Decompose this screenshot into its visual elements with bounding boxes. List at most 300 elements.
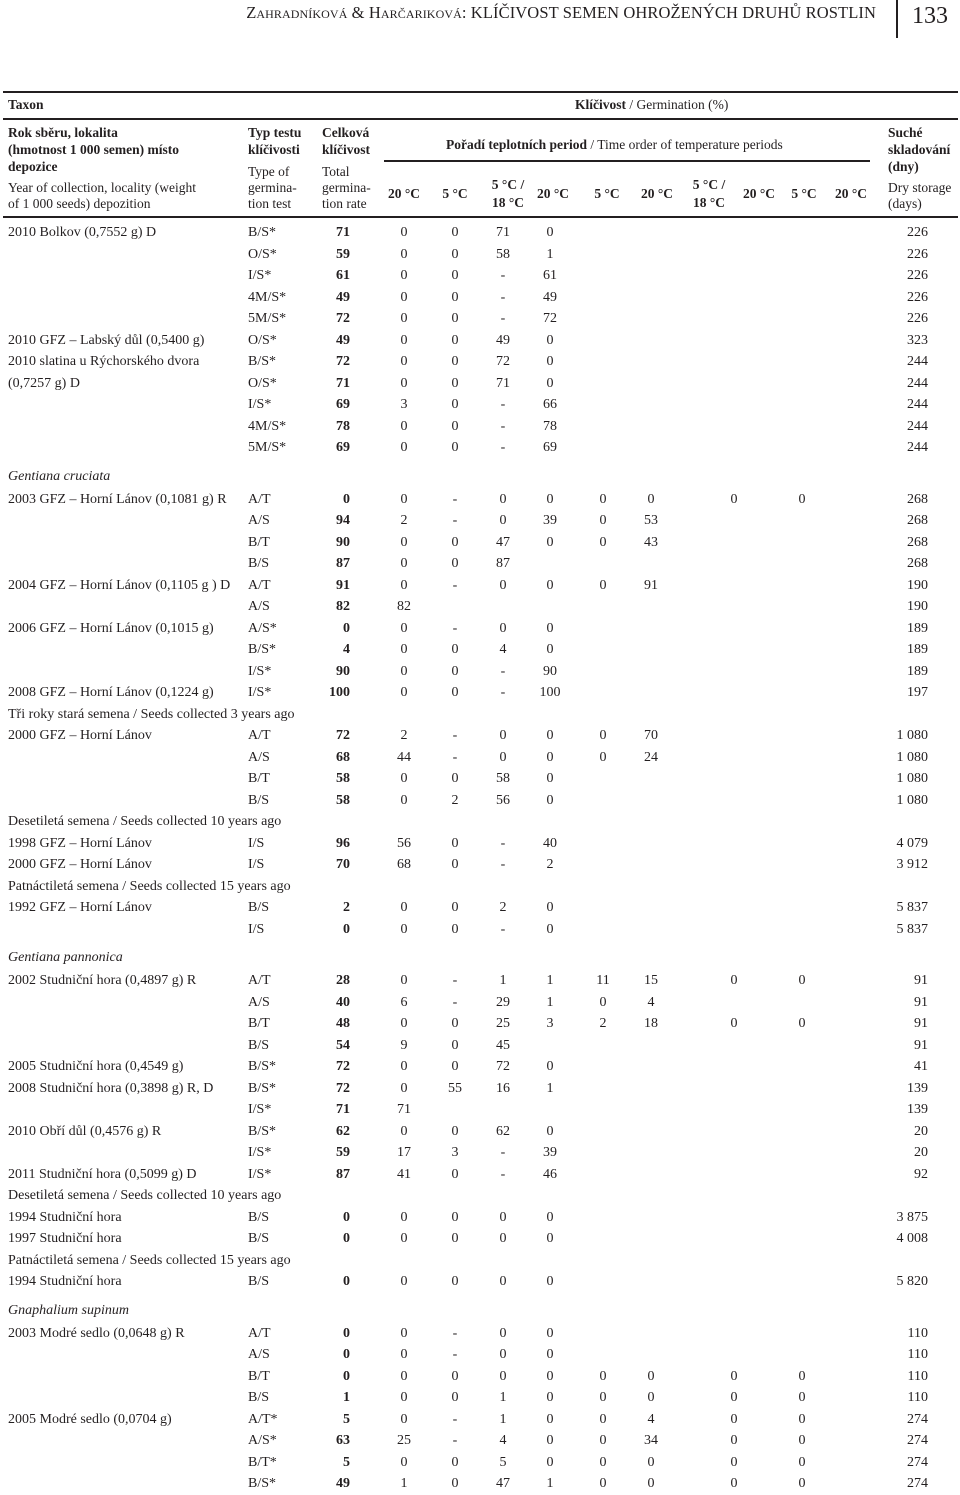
- temperature-period-cell: 15: [644, 973, 658, 988]
- temperature-period-cell: 2: [400, 728, 408, 743]
- temperature-period-cell: 0: [451, 1274, 459, 1289]
- dry-storage-cell: 268: [907, 513, 928, 528]
- temperature-period-cell: -: [452, 994, 458, 1010]
- test-type-cell: 4M/S*: [248, 289, 287, 305]
- test-type-cell: B/T: [248, 771, 270, 786]
- table-row: [0, 992, 960, 1014]
- temperature-period-cell: 0: [451, 375, 459, 391]
- temperature-period-cell: 0: [499, 728, 507, 743]
- dry-storage-cell: 226: [907, 311, 928, 326]
- dry-en-2: (days): [888, 196, 922, 211]
- locality-en-2: of 1 000 seeds) depozition: [8, 196, 151, 211]
- total-germination-cell: 0: [343, 1231, 350, 1246]
- locality-cell: 1997 Studniční hora: [8, 1231, 122, 1246]
- temperature-period-cell: 0: [730, 1476, 738, 1491]
- dry-storage-cell: 5 837: [896, 921, 928, 937]
- dry-storage-cell: 274: [907, 1454, 928, 1470]
- temperature-period-cell: 0: [499, 1231, 507, 1246]
- article-title: KLÍČIVOST SEMEN OHROŽENÝCH DRUHŮ ROSTLIN: [470, 3, 876, 22]
- total-germination-cell: 94: [336, 513, 350, 528]
- temperature-period-cell: 0: [730, 1016, 738, 1031]
- temperature-period-cell: 0: [546, 1059, 554, 1074]
- temperature-period-cell: -: [500, 418, 506, 434]
- temperature-period-cell: -: [452, 749, 458, 765]
- temperature-period-cell: 2: [499, 900, 507, 915]
- temperature-period-cell: 0: [599, 1454, 607, 1470]
- table-row: [0, 489, 960, 511]
- dry-storage-cell: 226: [907, 246, 928, 262]
- temperature-period-cell: 11: [596, 973, 610, 988]
- temperature-period-cell: 0: [400, 556, 408, 571]
- test-type-cell: B/S*: [248, 1059, 277, 1074]
- dry-storage-cell: 190: [907, 577, 928, 593]
- running-head: [0, 0, 960, 48]
- temperature-period-cell: 0: [546, 792, 554, 808]
- total-germination-cell: 69: [336, 440, 350, 455]
- dry-storage-cell: 244: [907, 440, 928, 455]
- total-germination-cell: 100: [329, 685, 350, 700]
- table-row: [0, 618, 960, 640]
- table-row: [0, 532, 960, 554]
- dry-storage-cell: 110: [907, 1347, 928, 1362]
- temp-col-3a: 5 °C /: [491, 177, 525, 192]
- temperature-period-cell: 0: [451, 900, 459, 915]
- header-bottom-rule: [3, 216, 958, 218]
- locality-cell: 2003 GFZ – Horní Lánov (0,1081 g) R: [8, 491, 227, 507]
- total-germination-cell: 58: [336, 792, 350, 808]
- temperature-period-cell: 87: [496, 556, 510, 571]
- temperature-period-cell: 0: [730, 973, 738, 988]
- temperature-period-cell: 0: [400, 771, 408, 786]
- temperature-period-cell: 0: [730, 1411, 738, 1427]
- temperature-period-cell: -: [452, 1433, 458, 1448]
- taxon-section-row: [0, 940, 960, 970]
- temperature-period-cell: 4: [647, 1411, 655, 1427]
- temperature-period-cell: 0: [499, 1325, 507, 1341]
- age-note-row: [0, 876, 960, 898]
- temperature-period-cell: 0: [400, 311, 408, 326]
- temperature-period-cell: 0: [400, 246, 408, 262]
- temperature-period-cell: 55: [448, 1080, 462, 1096]
- temperature-period-cell: 0: [546, 1123, 554, 1139]
- age-note-row: [0, 1185, 960, 1207]
- test-type-cell: A/T: [248, 491, 271, 507]
- table-row: [0, 416, 960, 438]
- test-type-cell: A/S: [248, 513, 270, 528]
- test-type-cell: I/S: [248, 835, 265, 851]
- temperature-period-cell: 0: [599, 1476, 607, 1491]
- table-row: [0, 768, 960, 790]
- dry-storage-cell: 20: [914, 1145, 928, 1160]
- locality-cz-1: Rok sběru, lokalita: [8, 125, 118, 140]
- dry-storage-cell: 5 820: [896, 1274, 928, 1289]
- total-germination-cell: 71: [336, 225, 350, 240]
- dry-storage-cell: 189: [907, 642, 928, 657]
- dry-storage-cell: 197: [907, 685, 928, 700]
- temperature-period-cell: 72: [496, 354, 510, 369]
- table-row: [0, 308, 960, 330]
- temperature-period-cell: 0: [400, 1016, 408, 1031]
- test-type-cell: I/S*: [248, 268, 272, 283]
- locality-cell: 2002 Studniční hora (0,4897 g) R: [8, 973, 197, 988]
- temperature-period-cell: 0: [798, 1433, 806, 1448]
- temperature-period-cell: 0: [546, 1368, 554, 1384]
- test-type-cell: I/S*: [248, 397, 272, 412]
- temperature-period-cell: 0: [546, 728, 554, 743]
- temperature-period-cell: 0: [546, 354, 554, 369]
- temperature-period-cell: 0: [546, 534, 554, 550]
- test-type-cell: I/S*: [248, 663, 272, 679]
- temperature-period-cell: 0: [546, 749, 554, 765]
- type-en-2: germina-: [248, 180, 297, 195]
- test-type-cell: 5M/S*: [248, 311, 287, 326]
- test-type-cell: O/S*: [248, 375, 277, 391]
- table-row: [0, 1164, 960, 1186]
- temperature-period-cell: 0: [451, 1231, 459, 1246]
- temperature-period-cell: 0: [546, 1390, 554, 1405]
- temperature-period-cell: 78: [543, 418, 557, 434]
- temp-col-6: 20 °C: [640, 186, 674, 201]
- test-type-cell: B/S*: [248, 354, 277, 369]
- temperature-period-cell: -: [500, 663, 506, 679]
- table-header: [0, 90, 960, 218]
- locality-cell: 2010 Bolkov (0,7552 g) D: [8, 225, 157, 240]
- dry-storage-cell: 274: [907, 1411, 928, 1427]
- temperature-period-cell: 0: [400, 375, 408, 391]
- temp-rule: [384, 160, 870, 162]
- table-row: [0, 1430, 960, 1452]
- temperature-period-cell: 58: [496, 771, 510, 786]
- temp-col-4: 20 °C: [536, 186, 570, 201]
- temperature-period-cell: 0: [451, 354, 459, 369]
- temperature-period-cell: -: [452, 728, 458, 743]
- temperature-period-cell: 1: [499, 973, 507, 988]
- dry-storage-cell: 91: [914, 994, 928, 1010]
- test-type-cell: A/S*: [248, 620, 277, 636]
- temperature-period-cell: 2: [599, 1016, 607, 1031]
- total-germination-cell: 2: [343, 900, 350, 915]
- temperature-period-cell: 72: [496, 1059, 510, 1074]
- dry-storage-cell: 1 080: [896, 792, 928, 808]
- test-type-cell: B/S*: [248, 642, 277, 657]
- taxon-section-row: [0, 459, 960, 489]
- total-germination-cell: 71: [336, 375, 350, 391]
- table-row: [0, 373, 960, 395]
- temperature-period-cell: 25: [496, 1016, 510, 1031]
- age-note: Desetiletá semena / Seeds collected 10 years ago: [8, 1188, 282, 1203]
- table-row: [0, 287, 960, 309]
- locality-cz-3: depozice: [8, 159, 58, 174]
- temperature-period-cell: -: [500, 1145, 506, 1160]
- temperature-period-cell: 0: [400, 792, 408, 808]
- taxon-name: Gentiana cruciata: [8, 468, 111, 484]
- dry-storage-cell: 110: [907, 1390, 928, 1405]
- locality-cell: 2004 GFZ – Horní Lánov (0,1105 g ) D: [8, 577, 231, 593]
- temperature-period-cell: 46: [543, 1166, 557, 1182]
- temperature-period-cell: 1: [546, 246, 554, 262]
- test-type-cell: A/T: [248, 577, 271, 593]
- temperature-period-cell: 1: [546, 1080, 554, 1096]
- temperature-period-cell: 0: [599, 534, 607, 550]
- test-type-cell: O/S*: [248, 332, 277, 348]
- temperature-period-cell: 5: [499, 1454, 507, 1470]
- taxon-name: Gentiana pannonica: [8, 950, 123, 965]
- germination-heading: Klíčivost / Germination (%): [575, 97, 729, 112]
- table-row: [0, 1207, 960, 1229]
- temperature-period-cell: -: [500, 921, 506, 937]
- temperature-period-cell: 0: [599, 1411, 607, 1427]
- dry-storage-cell: 226: [907, 268, 928, 283]
- temperature-period-cell: 72: [543, 311, 557, 326]
- temperature-period-cell: 0: [546, 1209, 554, 1225]
- temperature-period-cell: 68: [397, 857, 411, 872]
- temperature-period-cell: 0: [798, 973, 806, 988]
- temperature-period-cell: 0: [647, 1368, 655, 1384]
- temperature-period-cell: 0: [451, 397, 459, 412]
- dry-storage-cell: 189: [907, 620, 928, 636]
- test-type-cell: A/T*: [248, 1411, 278, 1427]
- table-row: [0, 394, 960, 416]
- table-row: [0, 244, 960, 266]
- temperature-period-cell: 0: [647, 1390, 655, 1405]
- table-row: [0, 1078, 960, 1100]
- authors: Zahradníková & Harčariková:: [246, 3, 467, 22]
- taxon-name: Gnaphalium supinum: [8, 1302, 129, 1318]
- locality-cell: 1994 Studniční hora: [8, 1274, 122, 1289]
- locality-cell: 2003 Modré sedlo (0,0648 g) R: [8, 1325, 185, 1341]
- temperature-period-cell: 0: [730, 1368, 738, 1384]
- table-row: [0, 1452, 960, 1474]
- total-germination-cell: 0: [343, 921, 350, 937]
- temperature-period-cell: 66: [543, 397, 557, 412]
- temp-col-2: 5 °C: [442, 186, 468, 201]
- locality-cell: 2011 Studniční hora (0,5099 g) D: [8, 1166, 197, 1182]
- total-germination-cell: 0: [343, 1325, 350, 1341]
- locality-cz-2: (hmotnost 1 000 semen) místo: [8, 142, 179, 157]
- total-germination-cell: 0: [343, 1209, 350, 1225]
- temperature-period-cell: 0: [451, 418, 459, 434]
- temperature-period-cell: 0: [400, 577, 408, 593]
- table-row: [0, 1056, 960, 1078]
- temperature-period-cell: 49: [496, 332, 510, 348]
- temperature-period-cell: 45: [496, 1037, 510, 1053]
- temperature-period-cell: 0: [599, 1368, 607, 1384]
- temperature-period-cell: 0: [546, 900, 554, 915]
- temperature-period-cell: 0: [798, 1411, 806, 1427]
- germination-cz: Klíčivost: [575, 97, 626, 112]
- temperature-period-cell: 0: [451, 1166, 459, 1182]
- temperature-period-cell: 2: [546, 857, 554, 872]
- temperature-period-cell: 0: [400, 921, 408, 937]
- temperature-period-cell: 47: [496, 1476, 510, 1491]
- temperature-period-cell: 56: [397, 835, 411, 851]
- locality-cell: 1998 GFZ – Horní Lánov: [8, 835, 152, 851]
- temperature-period-cell: 1: [400, 1476, 408, 1491]
- locality-cell: 2006 GFZ – Horní Lánov (0,1015 g): [8, 620, 214, 636]
- temperature-period-cell: 0: [546, 1231, 554, 1246]
- temperature-period-cell: 0: [499, 749, 507, 765]
- test-type-cell: B/S*: [248, 1476, 277, 1491]
- temperature-period-cell: -: [500, 857, 506, 872]
- temperature-period-cell: 0: [499, 1209, 507, 1225]
- temperature-period-cell: 58: [496, 246, 510, 262]
- temperature-period-cell: 0: [798, 1476, 806, 1491]
- table-row: [0, 1013, 960, 1035]
- temperature-period-cell: -: [500, 268, 506, 283]
- test-type-cell: B/T*: [248, 1454, 277, 1470]
- temperature-period-cell: 61: [543, 268, 557, 283]
- temperature-period-cell: -: [452, 577, 458, 593]
- temperature-period-cell: 0: [400, 685, 408, 700]
- temperature-period-cell: 0: [499, 1274, 507, 1289]
- total-germination-cell: 0: [343, 1274, 350, 1289]
- dry-storage-cell: 20: [914, 1123, 928, 1139]
- temperature-period-cell: 1: [499, 1411, 507, 1427]
- temp-col-5: 5 °C: [594, 186, 620, 201]
- temperature-period-cell: 4: [499, 642, 507, 657]
- total-germination-cell: 63: [336, 1433, 350, 1448]
- test-type-cell: I/S*: [248, 1166, 272, 1182]
- temperature-period-cell: 0: [400, 440, 408, 455]
- temperature-period-cell: 0: [647, 491, 655, 507]
- table-row: [0, 330, 960, 352]
- test-type-cell: B/S: [248, 1231, 270, 1246]
- total-germination-cell: 0: [343, 620, 350, 636]
- total-germination-cell: 72: [336, 1059, 350, 1074]
- temperature-period-cell: 0: [546, 1433, 554, 1448]
- temperature-period-cell: 0: [451, 1390, 459, 1405]
- total-germination-cell: 62: [336, 1123, 350, 1139]
- table-row: [0, 1323, 960, 1345]
- total-germination-cell: 87: [336, 556, 350, 571]
- temperature-period-cell: 0: [451, 1123, 459, 1139]
- temperature-period-cell: 0: [451, 1476, 459, 1491]
- temperature-period-cell: 0: [798, 1390, 806, 1405]
- age-note: Patnáctiletá semena / Seeds collected 15 years ago: [8, 878, 291, 894]
- temperature-period-cell: 47: [496, 534, 510, 550]
- temp-order-heading: Pořadí teplotních period / Time order of temperature periods: [446, 137, 783, 152]
- table-row: [0, 897, 960, 919]
- table-row: [0, 1035, 960, 1057]
- temperature-period-cell: 0: [599, 1433, 607, 1448]
- temperature-period-cell: 0: [499, 1368, 507, 1384]
- temperature-period-cell: 0: [546, 620, 554, 636]
- temp-col-7a: 5 °C /: [692, 177, 726, 192]
- dry-storage-cell: 92: [914, 1166, 928, 1182]
- temperature-period-cell: 0: [400, 663, 408, 679]
- temperature-period-cell: 71: [496, 225, 510, 240]
- temperature-period-cell: 0: [451, 311, 459, 326]
- table-row: [0, 1409, 960, 1431]
- temperature-period-cell: 0: [451, 1016, 459, 1031]
- total-germination-cell: 72: [336, 1080, 350, 1096]
- temp-col-8: 20 °C: [742, 186, 776, 201]
- age-note-row: [0, 704, 960, 726]
- temperature-period-cell: -: [452, 1411, 458, 1427]
- dry-storage-cell: 1 080: [896, 749, 928, 765]
- locality-cell: 2005 Modré sedlo (0,0704 g): [8, 1411, 172, 1427]
- table-row: [0, 1473, 960, 1495]
- taxon-rule: [3, 118, 958, 120]
- table-row: [0, 1271, 960, 1293]
- table-row: [0, 510, 960, 532]
- temperature-period-cell: 0: [400, 225, 408, 240]
- table-row: [0, 790, 960, 812]
- test-type-cell: B/S: [248, 1274, 270, 1289]
- temp-col-10: 20 °C: [834, 186, 868, 201]
- test-type-cell: A/S: [248, 599, 270, 614]
- temperature-period-cell: 24: [644, 749, 658, 765]
- type-cz-1: Typ testu: [248, 125, 302, 140]
- temperature-period-cell: 39: [543, 513, 557, 528]
- total-germination-cell: 4: [343, 642, 350, 657]
- temperature-period-cell: 0: [400, 268, 408, 283]
- table-row: [0, 575, 960, 597]
- test-type-cell: A/S: [248, 1347, 270, 1362]
- test-type-cell: B/T: [248, 1016, 270, 1031]
- temperature-period-cell: 0: [400, 1390, 408, 1405]
- table-row: [0, 661, 960, 683]
- temperature-period-cell: 0: [599, 994, 607, 1010]
- temperature-period-cell: 3: [400, 397, 408, 412]
- temperature-period-cell: 0: [546, 375, 554, 391]
- dry-storage-cell: 274: [907, 1433, 928, 1448]
- table-row: [0, 596, 960, 618]
- dry-storage-cell: 91: [914, 1016, 928, 1031]
- temperature-period-cell: 0: [546, 642, 554, 657]
- temperature-period-cell: 0: [599, 513, 607, 528]
- temperature-period-cell: 100: [539, 685, 561, 700]
- temperature-period-cell: 0: [798, 1368, 806, 1384]
- age-note-row: [0, 811, 960, 833]
- dry-cz-1: Suché: [888, 125, 923, 140]
- total-germination-cell: 71: [336, 1102, 350, 1117]
- temperature-period-cell: 56: [496, 792, 510, 808]
- temperature-period-cell: 39: [543, 1145, 557, 1160]
- temperature-period-cell: 0: [400, 289, 408, 305]
- age-note: Patnáctiletá semena / Seeds collected 15 years ago: [8, 1252, 291, 1268]
- type-cz-2: klíčivosti: [248, 142, 300, 157]
- temperature-period-cell: 91: [644, 577, 658, 593]
- temperature-period-cell: 0: [599, 577, 607, 593]
- total-germination-cell: 90: [336, 534, 350, 550]
- table-row: [0, 747, 960, 769]
- dry-storage-cell: 4 008: [896, 1231, 928, 1246]
- temperature-period-cell: 0: [451, 1059, 459, 1074]
- temperature-period-cell: 70: [644, 728, 658, 743]
- temperature-period-cell: 4: [499, 1433, 507, 1448]
- total-germination-cell: 68: [336, 749, 350, 765]
- temperature-period-cell: 0: [400, 973, 408, 988]
- temperature-period-cell: 0: [546, 491, 554, 507]
- temperature-period-cell: 53: [644, 513, 658, 528]
- total-germination-cell: 70: [336, 857, 350, 872]
- running-head-title: [246, 3, 876, 23]
- total-germination-cell: 49: [336, 1476, 350, 1491]
- temperature-period-cell: -: [452, 491, 458, 507]
- temperature-period-cell: 0: [400, 1123, 408, 1139]
- germination-table-body: [0, 222, 960, 1495]
- temperature-period-cell: 49: [543, 289, 557, 305]
- test-type-cell: B/T: [248, 1368, 270, 1384]
- dry-storage-cell: 268: [907, 534, 928, 550]
- temperature-period-cell: 0: [400, 642, 408, 657]
- locality-cell: (0,7257 g) D: [8, 375, 80, 391]
- test-type-cell: B/S: [248, 792, 270, 808]
- table-row: [0, 725, 960, 747]
- temperature-period-cell: 0: [546, 771, 554, 786]
- dry-storage-cell: 5 837: [896, 900, 928, 915]
